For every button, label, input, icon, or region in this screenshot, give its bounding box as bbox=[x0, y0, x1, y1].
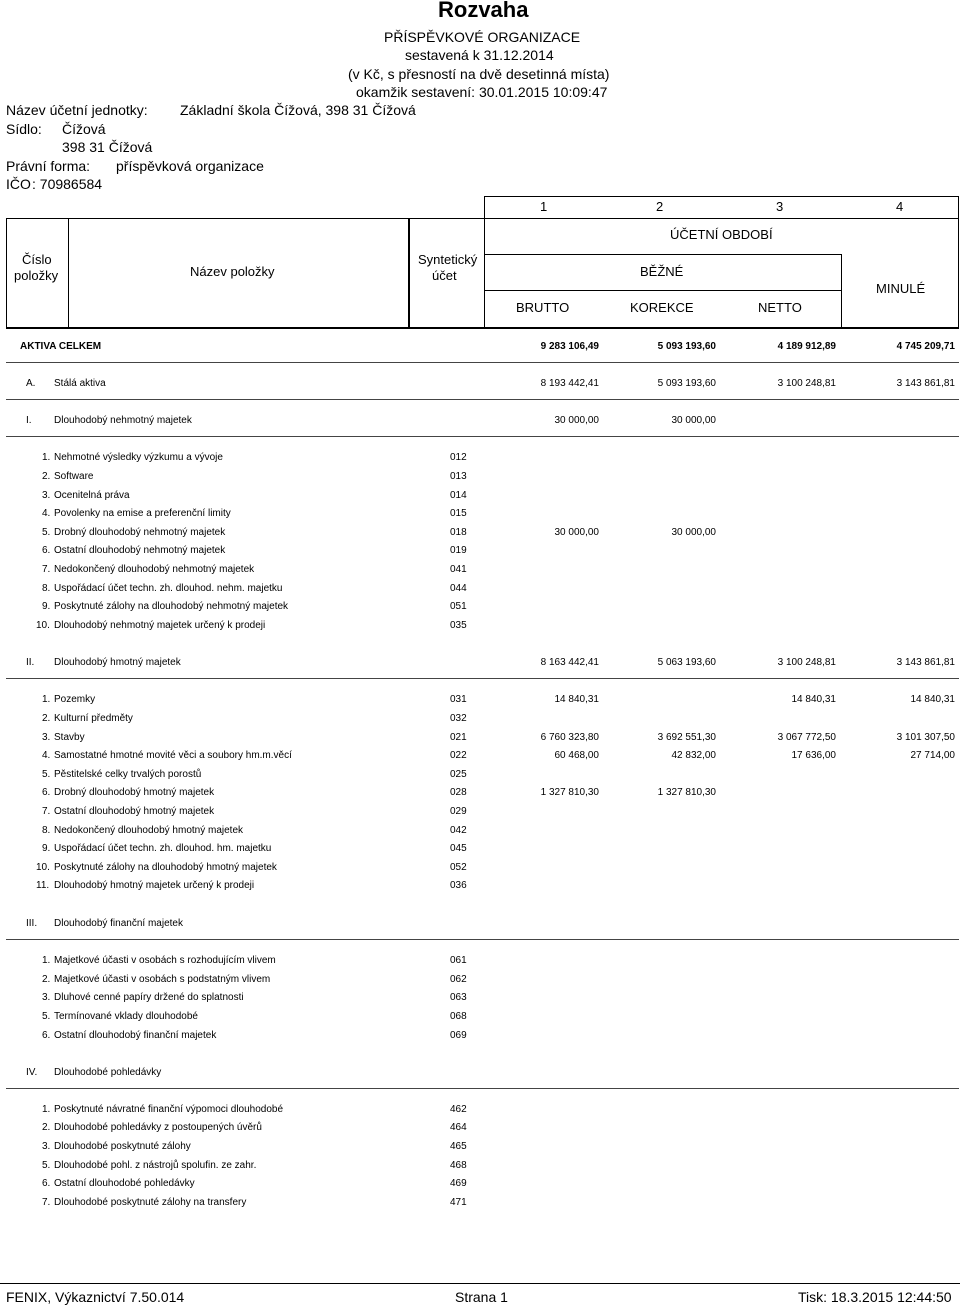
row-number: 7. bbox=[42, 806, 51, 817]
row-number: 4. bbox=[42, 750, 51, 761]
row-account: 032 bbox=[450, 713, 467, 724]
row-number: 8. bbox=[42, 825, 51, 836]
row-number: 1. bbox=[42, 694, 51, 705]
table-row bbox=[0, 412, 960, 430]
row-korekce: 1 327 810,30 bbox=[657, 787, 716, 798]
row-netto: 3 100 248,81 bbox=[777, 657, 836, 668]
row-name: Ostatní dlouhodobé pohledávky bbox=[54, 1178, 195, 1189]
entity-name-value: Základní škola Čížová, 398 31 Čížová bbox=[180, 102, 416, 118]
row-number: 2. bbox=[42, 471, 51, 482]
header-bezne: BĚŽNÉ bbox=[640, 264, 684, 279]
row-name: Stavby bbox=[54, 732, 85, 743]
table-row bbox=[0, 524, 960, 542]
row-account: 069 bbox=[450, 1030, 467, 1041]
org-type: PŘÍSPĚVKOVÉ ORGANIZACE bbox=[384, 29, 581, 45]
row-account: 464 bbox=[450, 1122, 467, 1133]
row-divider bbox=[6, 678, 959, 679]
row-brutto: 60 468,00 bbox=[554, 750, 599, 761]
row-minule: 4 745 209,71 bbox=[896, 341, 955, 352]
row-number: III. bbox=[26, 918, 38, 929]
row-number: 3. bbox=[42, 732, 51, 743]
row-account: 021 bbox=[450, 732, 467, 743]
row-account: 465 bbox=[450, 1141, 467, 1152]
table-row bbox=[0, 729, 960, 747]
row-account: 015 bbox=[450, 508, 467, 519]
row-minule: 14 840,31 bbox=[910, 694, 955, 705]
entity-name-label: Název účetní jednotky: bbox=[6, 102, 148, 118]
row-account: 061 bbox=[450, 955, 467, 966]
row-name: Dlouhodobý hmotný majetek určený k prodeji bbox=[54, 880, 255, 891]
table-row bbox=[0, 766, 960, 784]
row-korekce: 5 093 193,60 bbox=[657, 378, 716, 389]
row-name: Nedokončený dlouhodobý nehmotný majetek bbox=[54, 564, 255, 575]
row-brutto: 8 193 442,41 bbox=[540, 378, 599, 389]
row-number: 3. bbox=[42, 992, 51, 1003]
row-number: 6. bbox=[42, 1030, 51, 1041]
row-account: 012 bbox=[450, 452, 467, 463]
row-name: AKTIVA CELKEM bbox=[20, 341, 102, 352]
table-row bbox=[0, 598, 960, 616]
row-divider bbox=[6, 1088, 959, 1089]
row-brutto: 8 163 442,41 bbox=[540, 657, 599, 668]
row-number: 2. bbox=[42, 713, 51, 724]
table-row bbox=[0, 487, 960, 505]
row-name: Dlouhodobý hmotný majetek bbox=[54, 657, 181, 668]
row-number: 11. bbox=[36, 880, 50, 891]
row-number: 5. bbox=[42, 1011, 51, 1022]
table-row bbox=[0, 822, 960, 840]
row-name: Poskytnuté zálohy na dlouhodobý hmotný majetek bbox=[54, 862, 277, 873]
row-account: 468 bbox=[450, 1160, 467, 1171]
row-number: 7. bbox=[42, 1197, 51, 1208]
table-row bbox=[0, 449, 960, 467]
header-ucetni-obdobi: ÚČETNÍ OBDOBÍ bbox=[670, 227, 773, 242]
row-netto: 3 100 248,81 bbox=[777, 378, 836, 389]
header-korekce: KOREKCE bbox=[630, 300, 694, 315]
table-row bbox=[0, 654, 960, 672]
row-name: Dlouhodobý nehmotný majetek určený k prodeji bbox=[54, 620, 266, 631]
row-brutto: 6 760 323,80 bbox=[540, 732, 599, 743]
row-name: Majetkové účasti v osobách s podstatným vlivem bbox=[54, 974, 271, 985]
row-number: 3. bbox=[42, 1141, 51, 1152]
row-account: 019 bbox=[450, 545, 467, 556]
row-brutto: 30 000,00 bbox=[554, 527, 599, 538]
row-name: Dlouhodobé pohledávky bbox=[54, 1067, 162, 1078]
row-account: 029 bbox=[450, 806, 467, 817]
table-row bbox=[0, 561, 960, 579]
footer-software: FENIX, Výkaznictví 7.50.014 bbox=[6, 1289, 185, 1305]
table-row bbox=[0, 505, 960, 523]
row-number: 10. bbox=[36, 620, 50, 631]
row-name: Pozemky bbox=[54, 694, 96, 705]
row-name: Povolenky na emise a preferenční limity bbox=[54, 508, 231, 519]
row-name: Nedokončený dlouhodobý hmotný majetek bbox=[54, 825, 244, 836]
ico-value: : 70986584 bbox=[32, 176, 103, 192]
row-number: 4. bbox=[42, 508, 51, 519]
row-number: I. bbox=[26, 415, 32, 426]
table-row bbox=[0, 468, 960, 486]
table-row bbox=[0, 1008, 960, 1026]
row-number: A. bbox=[26, 378, 36, 389]
row-name: Dlouhodobé pohledávky z postoupených úvěrů bbox=[54, 1122, 262, 1133]
row-name: Dluhové cenné papíry držené do splatnosti bbox=[54, 992, 244, 1003]
row-account: 063 bbox=[450, 992, 467, 1003]
row-netto: 17 636,00 bbox=[791, 750, 836, 761]
col-index-3: 3 bbox=[776, 199, 784, 214]
row-account: 052 bbox=[450, 862, 467, 873]
row-account: 031 bbox=[450, 694, 467, 705]
legal-form-label: Právní forma: bbox=[6, 158, 91, 174]
row-account: 018 bbox=[450, 527, 467, 538]
row-divider bbox=[6, 362, 959, 363]
table-row bbox=[0, 803, 960, 821]
col-index-2: 2 bbox=[656, 199, 664, 214]
row-name: Nehmotné výsledky výzkumu a vývoje bbox=[54, 452, 223, 463]
header-nazev: Název položky bbox=[190, 264, 275, 279]
row-name: Drobný dlouhodobý hmotný majetek bbox=[54, 787, 215, 798]
row-account: 051 bbox=[450, 601, 467, 612]
table-row bbox=[0, 710, 960, 728]
row-account: 062 bbox=[450, 974, 467, 985]
header-brutto: BRUTTO bbox=[516, 300, 570, 315]
row-divider bbox=[6, 436, 959, 437]
compiled-moment: okamžik sestavení: 30.01.2015 10:09:47 bbox=[356, 84, 608, 100]
row-korekce: 42 832,00 bbox=[671, 750, 716, 761]
row-number: 5. bbox=[42, 1160, 51, 1171]
row-number: 1. bbox=[42, 1104, 51, 1115]
row-name: Termínované vklady dlouhodobé bbox=[54, 1011, 198, 1022]
row-account: 036 bbox=[450, 880, 467, 891]
table-row bbox=[0, 1101, 960, 1119]
row-name: Ocenitelná práva bbox=[54, 490, 130, 501]
row-name: Ostatní dlouhodobý hmotný majetek bbox=[54, 806, 215, 817]
row-minule: 3 101 307,50 bbox=[896, 732, 955, 743]
header-cislo: Číslo bbox=[22, 252, 52, 267]
row-name: Kulturní předměty bbox=[54, 713, 133, 724]
row-account: 014 bbox=[450, 490, 467, 501]
col-index-1: 1 bbox=[540, 199, 548, 214]
row-account: 035 bbox=[450, 620, 467, 631]
row-name: Dlouhodobý nehmotný majetek bbox=[54, 415, 192, 426]
table-row bbox=[0, 952, 960, 970]
row-brutto: 30 000,00 bbox=[554, 415, 599, 426]
row-account: 022 bbox=[450, 750, 467, 761]
row-account: 013 bbox=[450, 471, 467, 482]
table-row bbox=[0, 840, 960, 858]
row-brutto: 9 283 106,49 bbox=[540, 341, 599, 352]
row-name: Stálá aktiva bbox=[54, 378, 106, 389]
row-number: 5. bbox=[42, 769, 51, 780]
compiled-date: sestavená k 31.12.2014 bbox=[405, 47, 554, 63]
row-name: Dlouhodobé poskytnuté zálohy bbox=[54, 1141, 191, 1152]
row-account: 068 bbox=[450, 1011, 467, 1022]
row-number: 1. bbox=[42, 452, 51, 463]
table-row bbox=[0, 691, 960, 709]
row-name: Poskytnuté zálohy na dlouhodobý nehmotný majetek bbox=[54, 601, 289, 612]
row-brutto: 14 840,31 bbox=[554, 694, 599, 705]
table-row bbox=[0, 375, 960, 393]
seat-value: Čížová bbox=[62, 121, 106, 137]
table-row bbox=[0, 1138, 960, 1156]
row-account: 471 bbox=[450, 1197, 467, 1208]
row-account: 041 bbox=[450, 564, 467, 575]
row-number: 3. bbox=[42, 490, 51, 501]
header-synteticky: Syntetický bbox=[418, 252, 478, 267]
row-number: 6. bbox=[42, 1178, 51, 1189]
header-minule: MINULÉ bbox=[876, 281, 926, 296]
row-minule: 27 714,00 bbox=[910, 750, 955, 761]
row-korekce: 5 093 193,60 bbox=[657, 341, 716, 352]
row-number: 10. bbox=[36, 862, 50, 873]
row-korekce: 30 000,00 bbox=[671, 527, 716, 538]
table-row bbox=[0, 784, 960, 802]
ico-label: IČO bbox=[6, 176, 31, 192]
table-row bbox=[0, 1194, 960, 1212]
row-name: Poskytnuté návratné finanční výpomoci dlouhodobé bbox=[54, 1104, 284, 1115]
row-korekce: 30 000,00 bbox=[671, 415, 716, 426]
row-number: 6. bbox=[42, 545, 51, 556]
table-row bbox=[0, 542, 960, 560]
table-row bbox=[0, 989, 960, 1007]
row-minule: 3 143 861,81 bbox=[896, 657, 955, 668]
header-ucet: účet bbox=[432, 268, 457, 283]
seat-address: 398 31 Čížová bbox=[62, 139, 153, 155]
row-account: 044 bbox=[450, 583, 467, 594]
row-number: 7. bbox=[42, 564, 51, 575]
row-account: 045 bbox=[450, 843, 467, 854]
table-row bbox=[0, 747, 960, 765]
row-number: 1. bbox=[42, 955, 51, 966]
seat-label: Sídlo: bbox=[6, 121, 42, 137]
row-korekce: 5 063 193,60 bbox=[657, 657, 716, 668]
row-account: 028 bbox=[450, 787, 467, 798]
row-netto: 3 067 772,50 bbox=[777, 732, 836, 743]
row-name: Uspořádací účet techn. zh. dlouhod. hm. majetku bbox=[54, 843, 272, 854]
row-number: 9. bbox=[42, 601, 51, 612]
row-number: II. bbox=[26, 657, 35, 668]
header-netto: NETTO bbox=[758, 300, 802, 315]
row-name: Drobný dlouhodobý nehmotný majetek bbox=[54, 527, 226, 538]
row-name: Dlouhodobé poskytnuté zálohy na transfery bbox=[54, 1197, 247, 1208]
row-name: Pěstitelské celky trvalých porostů bbox=[54, 769, 202, 780]
row-account: 042 bbox=[450, 825, 467, 836]
table-row bbox=[0, 338, 960, 356]
table-row bbox=[0, 617, 960, 635]
footer-rule bbox=[0, 1283, 960, 1284]
row-number: 2. bbox=[42, 1122, 51, 1133]
table-row bbox=[0, 915, 960, 933]
row-brutto: 1 327 810,30 bbox=[540, 787, 599, 798]
footer-print-time: Tisk: 18.3.2015 12:44:50 bbox=[798, 1289, 952, 1305]
header-polozky: položky bbox=[14, 268, 59, 283]
row-korekce: 3 692 551,30 bbox=[657, 732, 716, 743]
footer-page: Strana 1 bbox=[455, 1289, 508, 1305]
table-row bbox=[0, 859, 960, 877]
row-number: 6. bbox=[42, 787, 51, 798]
table-row bbox=[0, 580, 960, 598]
table-row bbox=[0, 1157, 960, 1175]
report-title: Rozvaha bbox=[438, 0, 529, 22]
row-name: Samostatné hmotné movité věci a soubory hm.m.věcí bbox=[54, 750, 292, 761]
table-row bbox=[0, 1064, 960, 1082]
row-number: 2. bbox=[42, 974, 51, 985]
row-account: 025 bbox=[450, 769, 467, 780]
row-name: Dlouhodobé pohl. z nástrojů spolufin. ze zahr. bbox=[54, 1160, 257, 1171]
row-divider bbox=[6, 399, 959, 400]
table-row bbox=[0, 971, 960, 989]
table-row bbox=[0, 1175, 960, 1193]
row-minule: 3 143 861,81 bbox=[896, 378, 955, 389]
row-name: Ostatní dlouhodobý finanční majetek bbox=[54, 1030, 217, 1041]
row-number: 5. bbox=[42, 527, 51, 538]
row-name: Dlouhodobý finanční majetek bbox=[54, 918, 183, 929]
row-number: 9. bbox=[42, 843, 51, 854]
row-account: 462 bbox=[450, 1104, 467, 1115]
table-row bbox=[0, 1119, 960, 1137]
row-divider bbox=[6, 939, 959, 940]
row-name: Uspořádací účet techn. zh. dlouhod. nehm. majetku bbox=[54, 583, 283, 594]
legal-form-value: příspěvková organizace bbox=[116, 158, 264, 174]
row-account: 469 bbox=[450, 1178, 467, 1189]
col-index-4: 4 bbox=[896, 199, 904, 214]
table-row bbox=[0, 877, 960, 895]
row-number: 8. bbox=[42, 583, 51, 594]
currency-note: (v Kč, s přesností na dvě desetinná místa) bbox=[348, 66, 610, 82]
table-row bbox=[0, 1027, 960, 1045]
row-name: Majetkové účasti v osobách s rozhodujícím vlivem bbox=[54, 955, 276, 966]
row-netto: 14 840,31 bbox=[791, 694, 836, 705]
row-number: IV. bbox=[26, 1067, 38, 1078]
row-name: Ostatní dlouhodobý nehmotný majetek bbox=[54, 545, 226, 556]
row-name: Software bbox=[54, 471, 94, 482]
row-netto: 4 189 912,89 bbox=[777, 341, 836, 352]
